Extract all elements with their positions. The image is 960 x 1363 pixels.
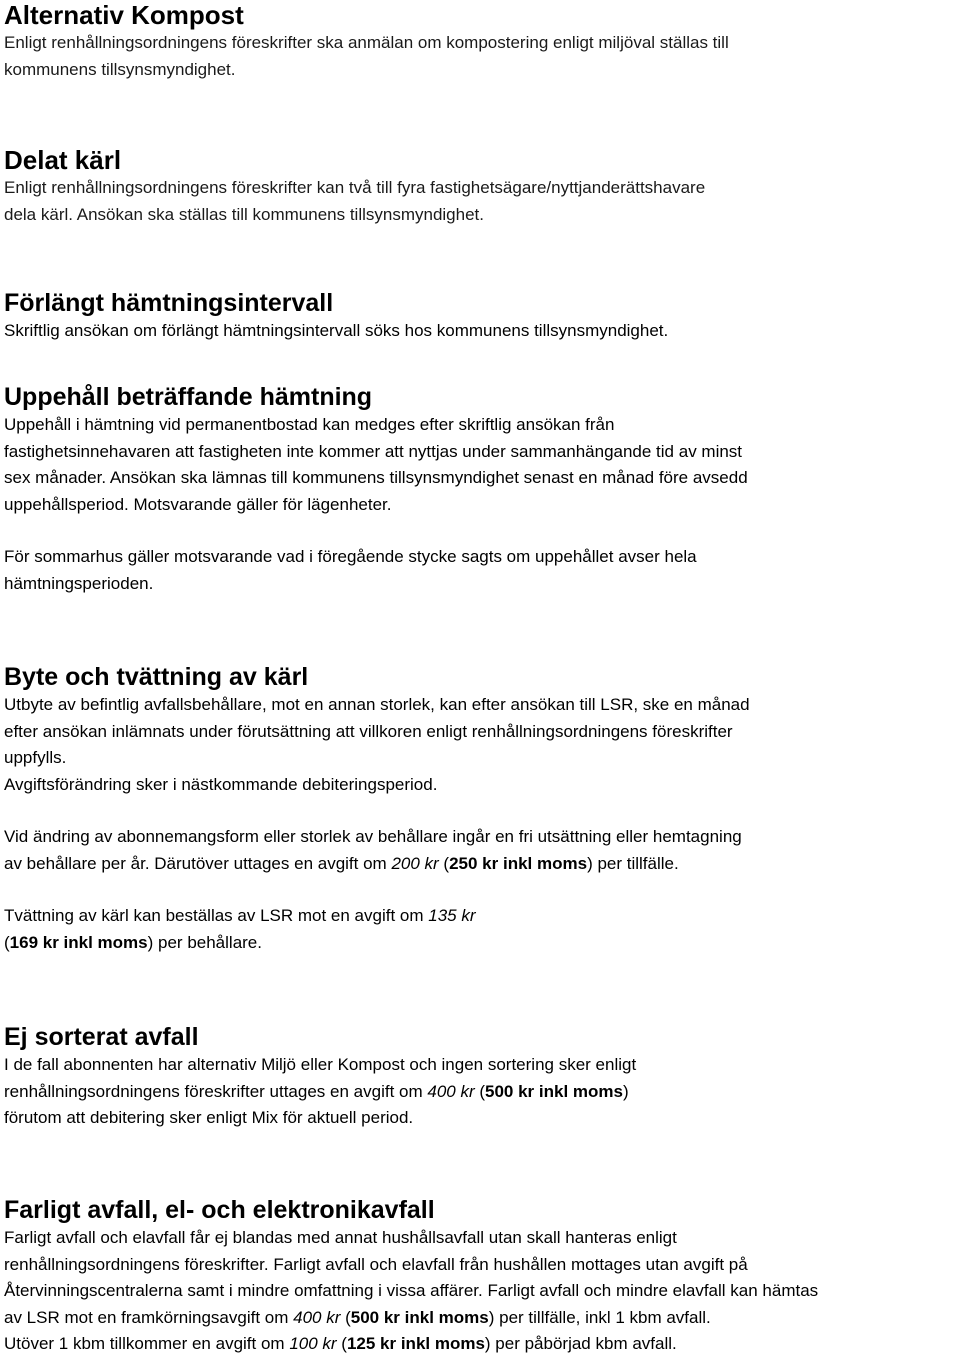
price-incl-vat-text: 500 kr inkl moms: [350, 1307, 489, 1327]
paragraph-line: Enligt renhållningsordningens föreskrifter kan två till fyra fastighetsägare/nyttjanderättshavare: [4, 178, 706, 197]
paragraph-line: av LSR mot en framkörningsavgift om 400 kr (500 kr inkl moms) per tillfälle, inkl 1 kbm avfall.: [4, 1307, 711, 1327]
section-farligt-avfall: [4, 1195, 956, 1358]
paragraph-line: För sommarhus gäller motsvarande vad i föregående stycke sagts om uppehållet avser hela: [4, 547, 697, 566]
section-forlangt-hamtningsintervall: [4, 288, 956, 345]
paragraph-line: Tvättning av kärl kan beställas av LSR mot en avgift om 135 kr: [4, 906, 476, 925]
paragraph-line: renhållningsordningens föreskrifter. Farligt avfall och elavfall från hushållen mottages utan avgift på: [4, 1254, 748, 1274]
paragraph-line: I de fall abonnenten har alternativ Miljö eller Kompost och ingen sortering sker enligt: [4, 1055, 637, 1074]
paragraph-line: fastighetsinnehavaren att fastigheten inte kommer att nyttjas under sammanhängande tid av minst: [4, 441, 743, 461]
paragraph-line: dela kärl. Ansökan ska ställas till kommunens tillsynsmyndighet.: [4, 204, 484, 224]
paragraph-line: Återvinningscentralerna samt i mindre omfattning i vissa affärer. Farligt avfall och mindre elavfall kan hämtas: [4, 1281, 819, 1300]
price-text: 200 kr: [391, 853, 439, 873]
section-ej-sorterat-avfall: [4, 1022, 956, 1132]
price-incl-vat-text: 500 kr inkl moms: [485, 1081, 623, 1101]
section-heading: Förlängt hämtningsintervall: [4, 289, 334, 317]
paragraph-line: Farligt avfall och elavfall får ej blandas med annat hushållsavfall utan skall hanteras enligt: [4, 1228, 677, 1247]
paragraph-gap: [4, 798, 956, 824]
section-heading: Delat kärl: [4, 145, 122, 175]
section-heading: Byte och tvättning av kärl: [4, 663, 309, 691]
paragraph-gap: [4, 877, 956, 903]
section-heading: Uppehåll beträffande hämtning: [4, 383, 373, 411]
paragraph-line: renhållningsordningens föreskrifter uttages en avgift om 400 kr (500 kr inkl moms): [4, 1081, 629, 1101]
price-text: 100 kr: [289, 1334, 337, 1353]
paragraph-line: sex månader. Ansökan ska lämnas till kommunens tillsynsmyndighet senast en månad före avsedd: [4, 468, 748, 487]
section-alternativ-kompost: [4, 0, 956, 83]
section-byte-tvattning-karl: [4, 662, 956, 956]
paragraph-line: uppfylls.: [4, 748, 67, 767]
paragraph-line: Vid ändring av abonnemangsform eller storlek av behållare ingår en fri utsättning eller hemtagning: [4, 827, 742, 846]
paragraph-line: Enligt renhållningsordningens föreskrifter ska anmälan om kompostering enligt miljöval ställas till: [4, 33, 729, 52]
section-heading: Ej sorterat avfall: [4, 1023, 199, 1051]
paragraph-line: Avgiftsförändring sker i nästkommande debiteringsperiod.: [4, 774, 438, 794]
paragraph-line: av behållare per år. Därutöver uttages en avgift om 200 kr (250 kr inkl moms) per tillfälle.: [4, 853, 679, 873]
paragraph-line: förutom att debitering sker enligt Mix för aktuell period.: [4, 1108, 414, 1127]
paragraph-gap: [4, 518, 956, 544]
price-text: 400 kr: [293, 1307, 341, 1327]
paragraph-line: kommunens tillsynsmyndighet.: [4, 59, 236, 79]
price-incl-vat-text: 125 kr inkl moms: [346, 1334, 485, 1353]
price-incl-vat-text: 169 kr inkl moms: [9, 932, 148, 952]
section-heading: Farligt avfall, el- och elektronikavfall: [4, 1196, 435, 1224]
paragraph-line: (169 kr inkl moms) per behållare.: [4, 932, 262, 952]
price-text: 400 kr: [427, 1081, 475, 1101]
paragraph-line: efter ansökan inlämnats under förutsättning att villkoren enligt renhållningsordningens föreskrifter: [4, 721, 733, 741]
paragraph-line: uppehållsperiod. Motsvarande gäller för lägenheter.: [4, 494, 392, 514]
paragraph-line: Utöver 1 kbm tillkommer en avgift om 100 kr (125 kr inkl moms) per påbörjad kbm avfall.: [4, 1334, 677, 1353]
section-uppehall-hamtning: [4, 382, 956, 597]
paragraph-line: hämtningsperioden.: [4, 573, 154, 593]
paragraph-line: Skriftlig ansökan om förlängt hämtningsintervall söks hos kommunens tillsynsmyndighet.: [4, 321, 669, 340]
paragraph-line: Uppehåll i hämtning vid permanentbostad kan medges efter skriftlig ansökan från: [4, 415, 615, 434]
price-incl-vat-text: 250 kr inkl moms: [449, 853, 588, 873]
section-delat-karl: [4, 145, 956, 228]
price-text: 135 kr: [428, 906, 476, 925]
paragraph-line: Utbyte av befintlig avfallsbehållare, mot en annan storlek, kan efter ansökan till LSR, ske en månad: [4, 695, 750, 714]
section-heading: Alternativ Kompost: [4, 0, 244, 30]
